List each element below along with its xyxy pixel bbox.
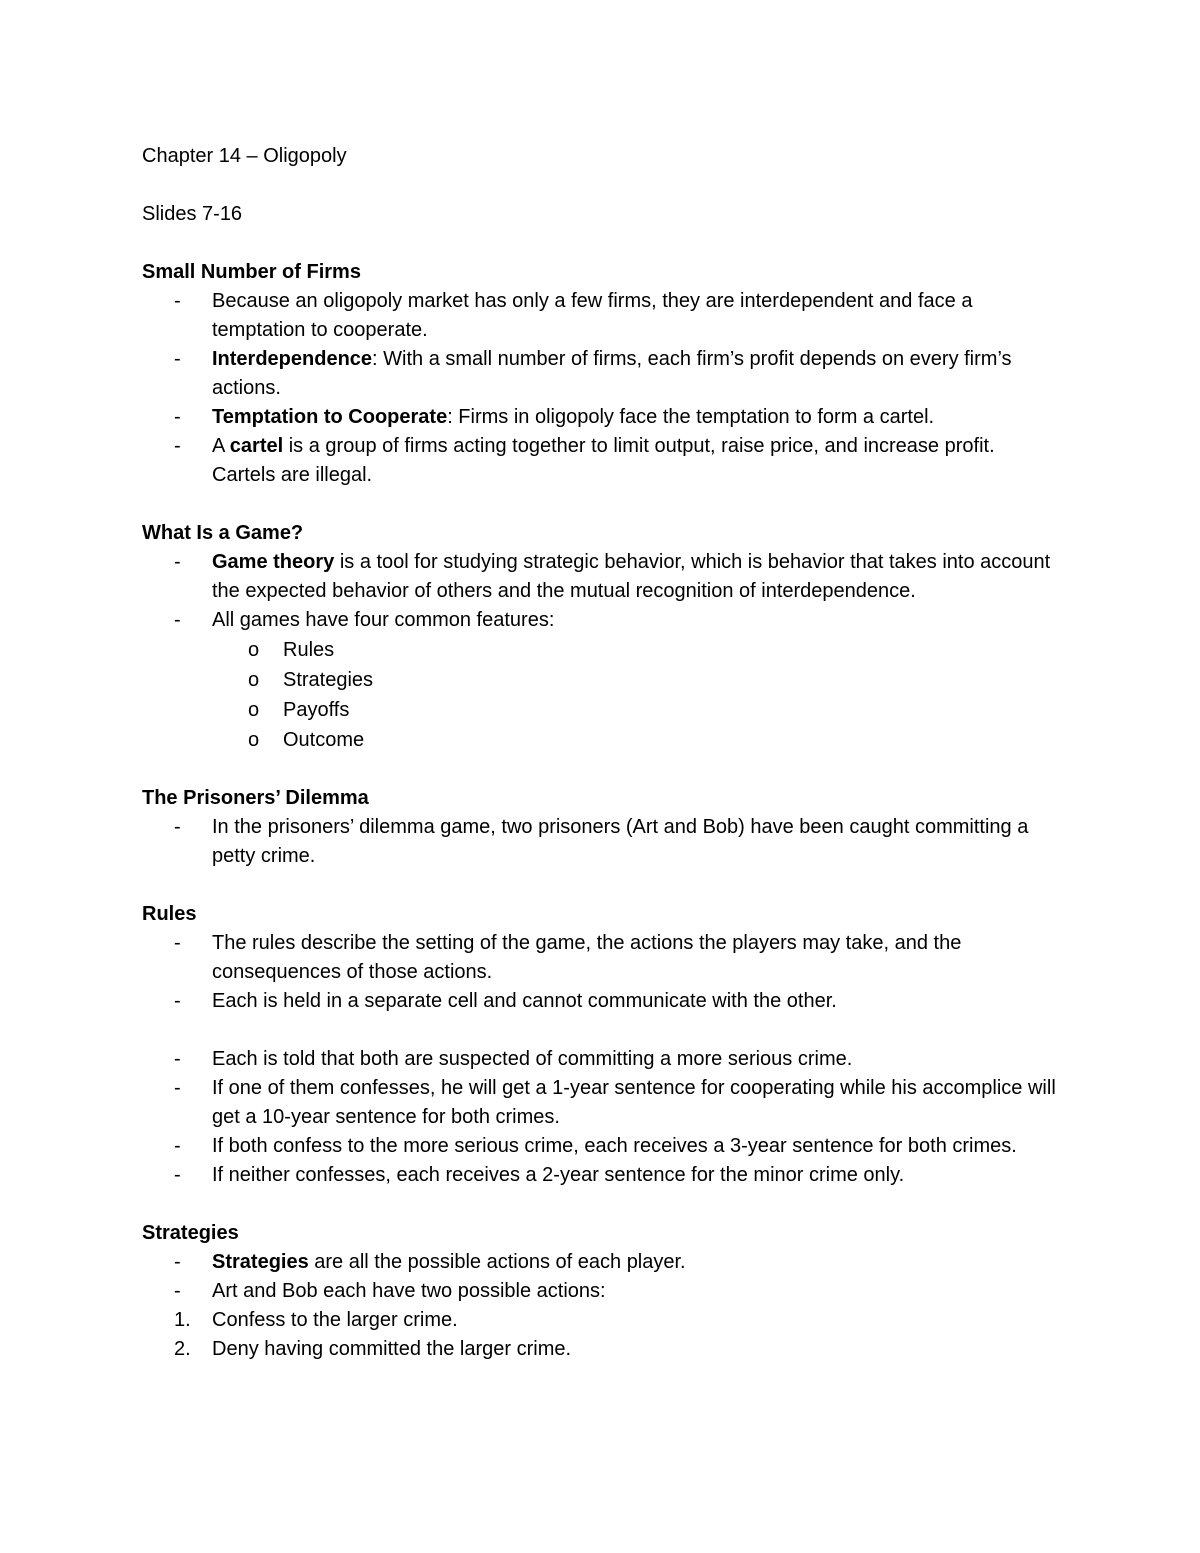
list-item-text: Each is held in a separate cell and cannot communicate with the other.	[212, 990, 837, 1012]
dash-marker: -	[174, 609, 181, 631]
numbered-item	[142, 1335, 1062, 1364]
list-item-text: Each is told that both are suspected of committing a more serious crime.	[212, 1048, 853, 1070]
list-item	[142, 1161, 1062, 1190]
bullet-list	[142, 548, 1062, 635]
feature-text: Outcome	[283, 729, 365, 751]
feature-item	[142, 665, 1062, 695]
section-what-is-a-game	[142, 519, 1062, 755]
dash-marker: -	[174, 1077, 181, 1099]
term-bold: Interdependence	[212, 348, 373, 370]
feature-text: Strategies	[283, 669, 374, 691]
dash-marker: -	[174, 290, 181, 312]
section-strategies	[142, 1219, 1062, 1364]
dash-marker: -	[174, 1251, 181, 1273]
list-item-text: are all the possible actions of each player.	[308, 1251, 686, 1273]
slides-reference: Slides 7-16	[142, 203, 243, 225]
document-page	[142, 142, 1062, 1393]
list-item-text: Because an oligopoly market has only a few firms, they are interdependent and face a temptation to cooperate.	[212, 290, 973, 341]
list-item-text: All games have four common features:	[212, 609, 555, 631]
list-item	[142, 403, 1062, 432]
feature-text: Payoffs	[283, 699, 350, 721]
section-heading: Small Number of Firms	[142, 261, 361, 283]
dash-marker: -	[174, 348, 181, 370]
numbered-item	[142, 1306, 1062, 1335]
dash-marker: -	[174, 1048, 181, 1070]
list-item-text: If one of them confesses, he will get a 1-year sentence for cooperating while his accomplice will get a 10-year sentence for both crimes.	[212, 1077, 1056, 1128]
list-item-text: In the prisoners’ dilemma game, two prisoners (Art and Bob) have been caught committing a petty crime.	[212, 816, 1029, 867]
section-heading: What Is a Game?	[142, 522, 304, 544]
number-marker: 1.	[174, 1309, 191, 1331]
bullet-list	[142, 813, 1062, 871]
feature-text: Rules	[283, 639, 335, 661]
bullet-list	[142, 1248, 1062, 1306]
circle-marker: o	[248, 669, 260, 691]
section-heading: Strategies	[142, 1222, 239, 1244]
term-bold: Game theory	[212, 551, 335, 573]
list-item-text: : Firms in oligopoly face the temptation to form a cartel.	[447, 406, 935, 428]
list-item	[142, 929, 1062, 987]
circle-marker: o	[248, 639, 260, 661]
list-item-text: Art and Bob each have two possible actions:	[212, 1280, 606, 1302]
numbered-item-text: Confess to the larger crime.	[212, 1309, 458, 1331]
list-item-text: is a tool for studying strategic behavior, which is behavior that takes into account the expected behavior of others and the mutual recognition of interdependence.	[212, 551, 1051, 602]
section-heading: The Prisoners’ Dilemma	[142, 787, 369, 809]
circle-marker: o	[248, 729, 260, 751]
document-title: Chapter 14 – Oligopoly	[142, 145, 347, 167]
section-prisoners-dilemma	[142, 784, 1062, 871]
dash-marker: -	[174, 435, 181, 457]
number-marker: 2.	[174, 1338, 191, 1360]
list-item	[142, 606, 1062, 635]
dash-marker: -	[174, 932, 181, 954]
feature-list	[142, 635, 1062, 755]
section-heading: Rules	[142, 903, 197, 925]
list-item	[142, 287, 1062, 345]
list-item	[142, 1074, 1062, 1132]
list-item	[142, 1248, 1062, 1277]
list-item-text: is a group of firms acting together to limit output, raise price, and increase profit. Cartels are illegal.	[212, 435, 995, 486]
feature-item	[142, 635, 1062, 665]
list-item-text: A	[212, 435, 230, 457]
bullet-list	[142, 929, 1062, 1190]
term-bold: Temptation to Cooperate	[212, 406, 448, 428]
list-item-text: The rules describe the setting of the game, the actions the players may take, and the consequences of those actions.	[212, 932, 962, 983]
list-item	[142, 1132, 1062, 1161]
list-item-text: If neither confesses, each receives a 2-year sentence for the minor crime only.	[212, 1164, 905, 1186]
numbered-item-text: Deny having committed the larger crime.	[212, 1338, 572, 1360]
section-rules	[142, 900, 1062, 1190]
list-item	[142, 987, 1062, 1016]
dash-marker: -	[174, 406, 181, 428]
term-bold: Strategies	[212, 1251, 309, 1273]
numbered-list	[142, 1306, 1062, 1364]
list-item-text: If both confess to the more serious crime, each receives a 3-year sentence for both crimes.	[212, 1135, 1017, 1157]
dash-marker: -	[174, 816, 181, 838]
list-item	[142, 548, 1062, 606]
list-item	[142, 1045, 1062, 1074]
dash-marker: -	[174, 551, 181, 573]
term-bold: cartel	[229, 435, 284, 457]
dash-marker: -	[174, 1280, 181, 1302]
bullet-list	[142, 287, 1062, 490]
list-item	[142, 345, 1062, 403]
dash-marker: -	[174, 1135, 181, 1157]
list-item	[142, 432, 1062, 490]
list-item	[142, 813, 1062, 871]
dash-marker: -	[174, 1164, 181, 1186]
circle-marker: o	[248, 699, 260, 721]
dash-marker: -	[174, 990, 181, 1012]
feature-item	[142, 695, 1062, 725]
list-item-text: : With a small number of firms, each firm’s profit depends on every firm’s actions.	[212, 348, 1012, 399]
feature-item	[142, 725, 1062, 755]
list-spacer	[142, 1016, 1062, 1045]
list-item	[142, 1277, 1062, 1306]
section-small-number-of-firms	[142, 258, 1062, 490]
